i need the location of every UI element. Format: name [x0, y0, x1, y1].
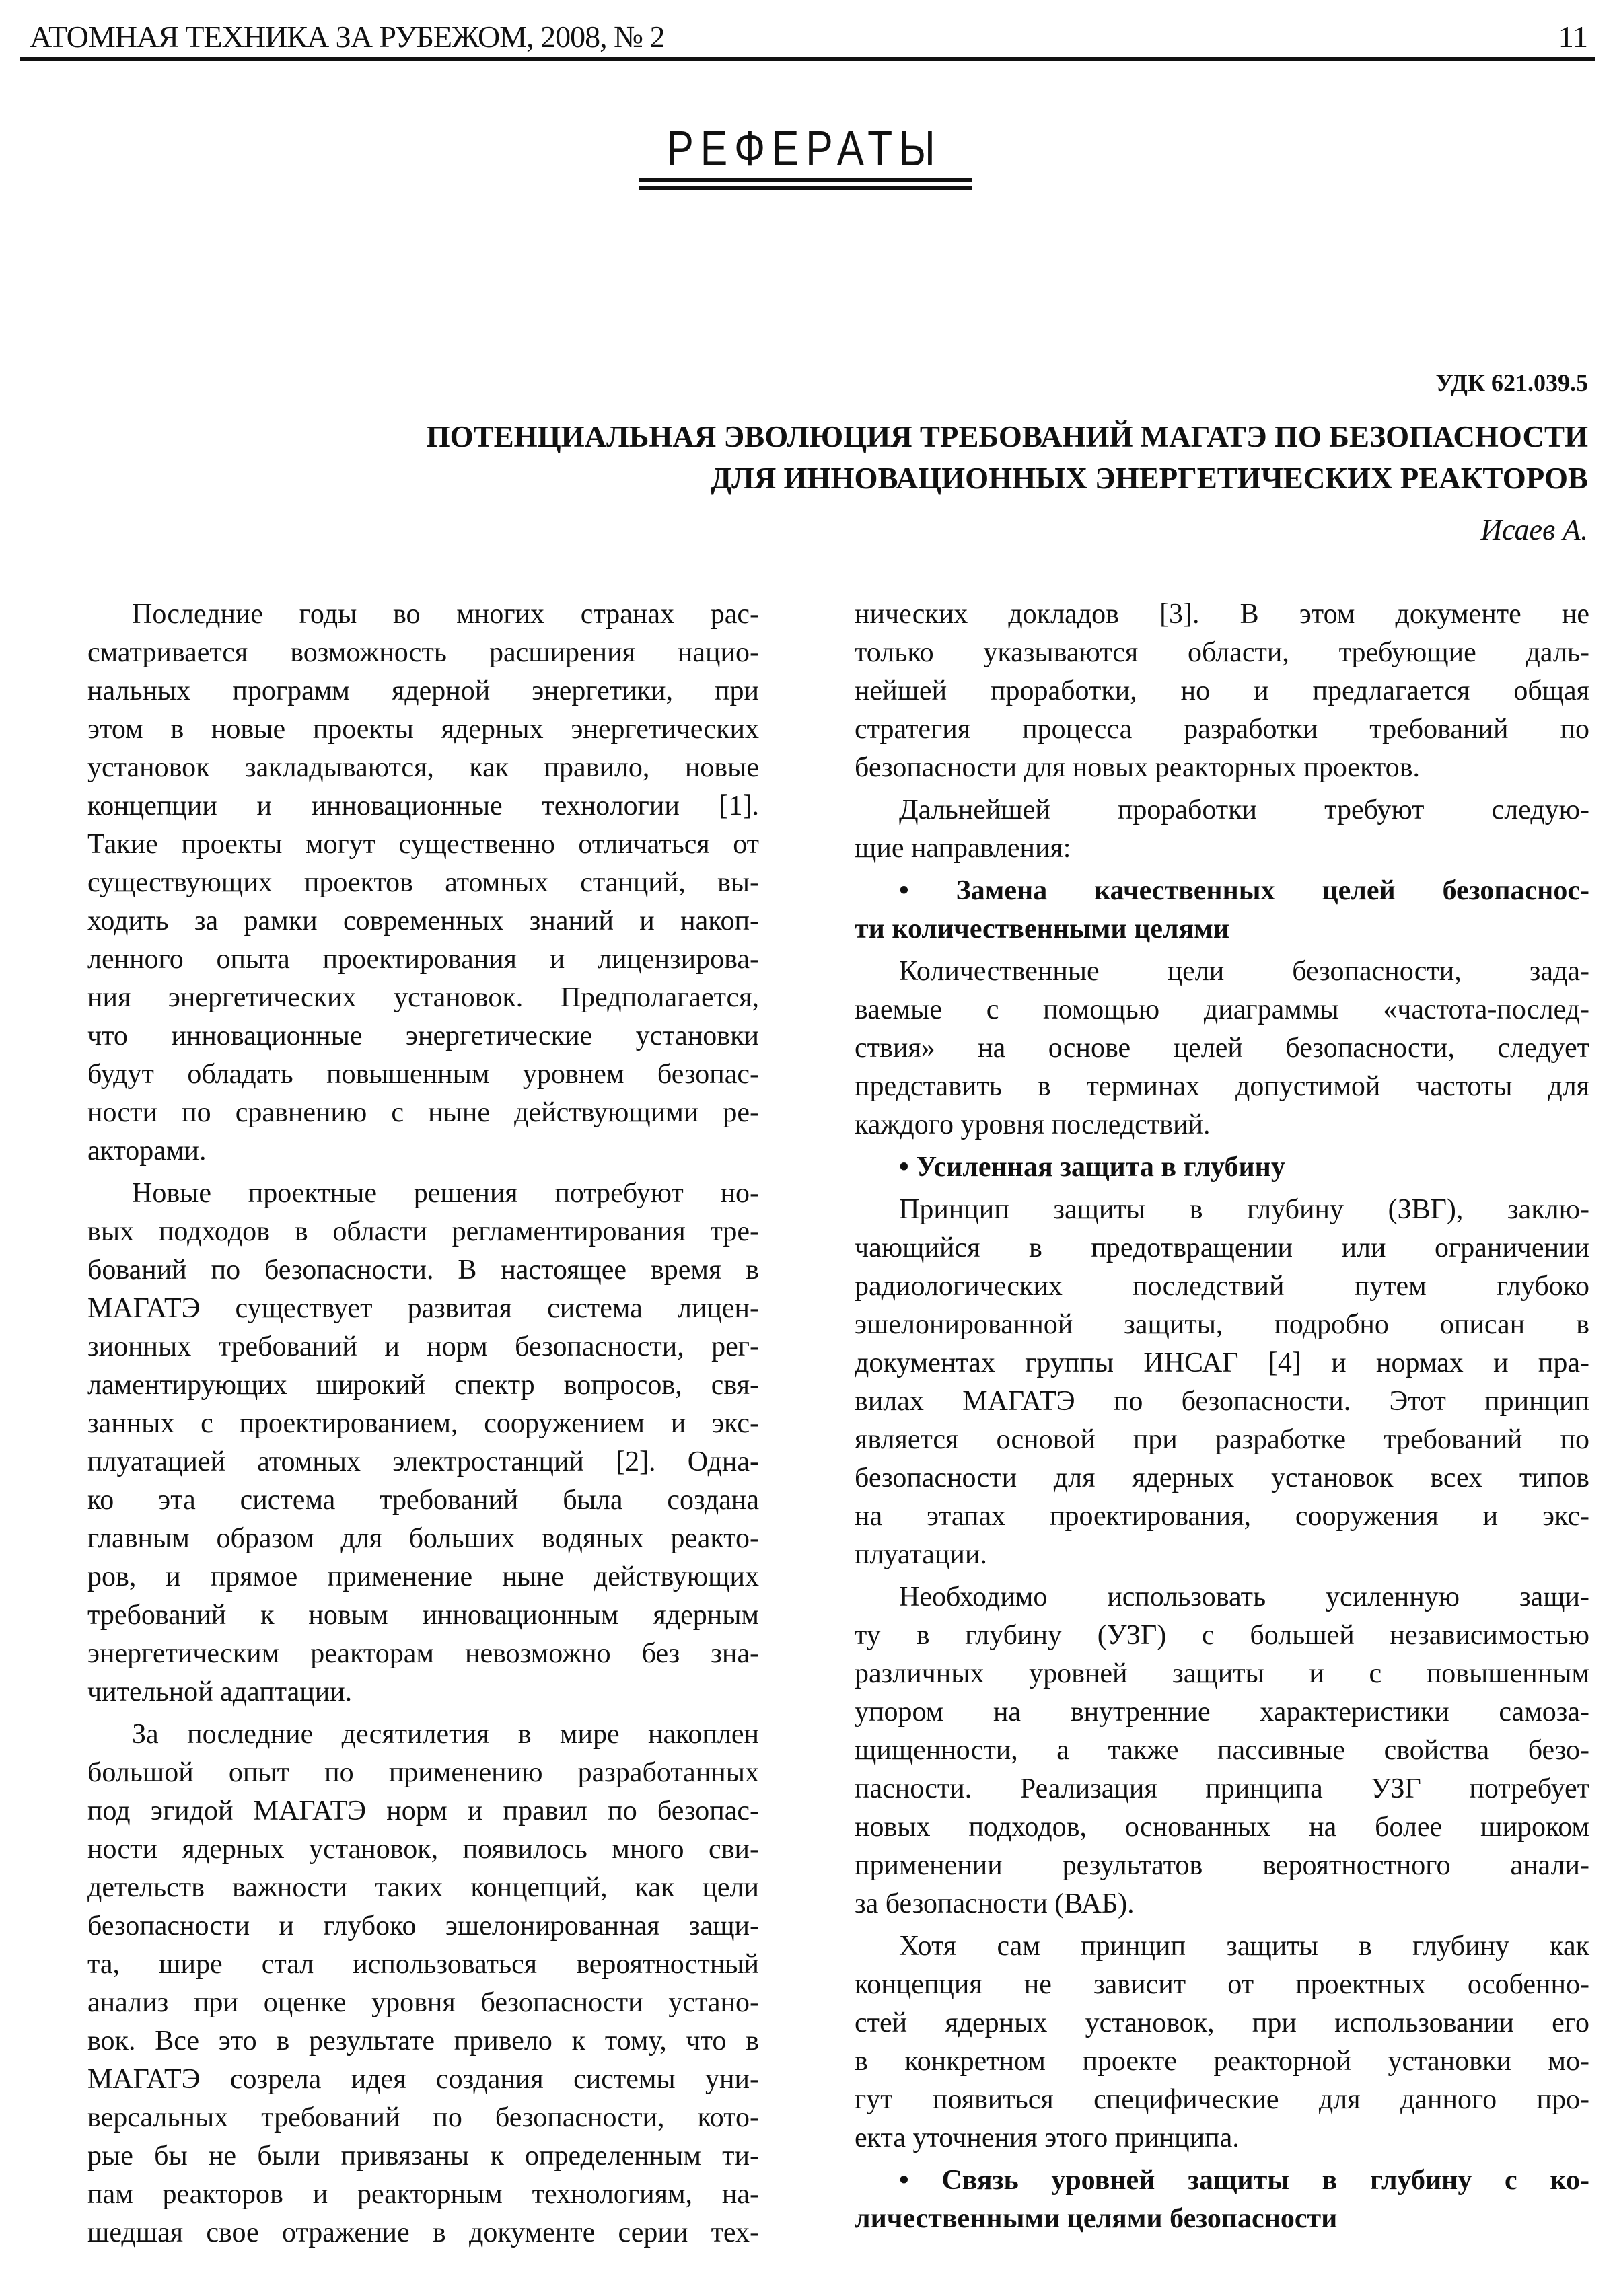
text-line: акторами. [87, 1136, 207, 1166]
text-line: ко эта система требований была создана [87, 1485, 759, 1516]
section-underline-bottom [639, 186, 972, 190]
text-line: нейшей проработки, но и предлагается общая [855, 675, 1589, 706]
text-line: плуатацией атомных электростанций [2]. Одна- [87, 1446, 759, 1477]
text-line: вилах МАГАТЭ по безопасности. Этот принцип [855, 1386, 1589, 1417]
running-header: АТОМНАЯ ТЕХНИКА ЗА РУБЕЖОМ, 2008, № 2 [30, 20, 665, 54]
article-author: Исаев А. [1480, 513, 1588, 546]
text-line: Новые проектные решения потребуют но- [132, 1178, 759, 1209]
text-line: представить в терминах допустимой частоты для [855, 1071, 1589, 1102]
text-line: ствия» на основе целей безопасности, следует [855, 1033, 1589, 1064]
paragraph [87, 595, 759, 1171]
text-line: Дальнейшей проработки требуют следую- [899, 794, 1589, 825]
text-line: существующих проектов атомных станций, вы- [87, 867, 759, 898]
udk-code: УДК 621.039.5 [1435, 369, 1588, 396]
text-line: детельств важности таких концепций, как цели [87, 1872, 759, 1903]
paragraph [855, 1191, 1589, 1574]
text-line: ния энергетических установок. Предполагается, [87, 982, 759, 1013]
text-line: ти количественными целями [855, 914, 1230, 945]
text-line: ламентирующих широкий спектр вопросов, свя- [87, 1370, 759, 1401]
text-line: документах группы ИНСАГ [4] и нормах и пра- [855, 1347, 1589, 1378]
text-line: екта уточнения этого принципа. [855, 2122, 1240, 2153]
text-line: рые бы не были привязаны к определенным ти- [87, 2141, 759, 2172]
text-line: будут обладать повышенным уровнем безопас- [87, 1059, 759, 1090]
text-line: Необходимо использовать усиленную защи- [899, 1582, 1589, 1613]
text-line: упором на внутренние характеристики самоза- [855, 1697, 1589, 1728]
text-line: на этапах проектирования, сооружения и экс- [855, 1501, 1589, 1532]
page-number: 11 [1558, 20, 1588, 54]
header-rule [20, 57, 1595, 61]
paragraph [855, 1927, 1589, 2157]
article-title-line: ПОТЕНЦИАЛЬНАЯ ЭВОЛЮЦИЯ ТРЕБОВАНИЙ МАГАТЭ ПО БЕЗОПАСНОСТИ [426, 420, 1588, 453]
text-line: в конкретном проекте реакторной установки мо- [855, 2046, 1589, 2077]
article-title-line: ДЛЯ ИННОВАЦИОННЫХ ЭНЕРГЕТИЧЕСКИХ РЕАКТОРОВ [711, 461, 1588, 495]
text-line: пам реакторов и реакторным технологиям, на- [87, 2179, 759, 2210]
text-line: этом в новые проекты ядерных энергетических [87, 714, 759, 745]
paragraph [855, 791, 1589, 868]
text-line: ходить за рамки современных знаний и накоп- [87, 905, 759, 936]
text-line: бований по безопасности. В настоящее время в [87, 1255, 759, 1286]
text-line: За последние десятилетия в мире накоплен [132, 1719, 759, 1750]
text-line: гут появиться специфические для данного про- [855, 2084, 1589, 2115]
text-line: каждого уровня последствий. [855, 1109, 1211, 1140]
text-line: стратегия процесса разработки требований по [855, 714, 1589, 745]
text-line: МАГАТЭ существует развитая система лицен- [87, 1293, 759, 1324]
text-line: эшелонированной защиты, подробно описан в [855, 1309, 1589, 1340]
text-line: является основой при разработке требований по [855, 1424, 1589, 1455]
text-line: различных уровней защиты и с повышенным [855, 1658, 1589, 1689]
text-line: Принцип защиты в глубину (ЗВГ), заклю- [899, 1194, 1589, 1225]
text-line: вых подходов в области регламентирования тре- [87, 1216, 759, 1247]
text-line: вок. Все это в результате привело к тому, что в [87, 2026, 759, 2057]
text-line: шедшая свое отражение в документе серии тех- [87, 2217, 759, 2248]
section-underline-top [639, 178, 972, 182]
text-line: анализ при оценке уровня безопасности устано- [87, 1987, 759, 2018]
text-line: занных с проектированием, сооружением и экс- [87, 1408, 759, 1439]
text-line: Количественные цели безопасности, зада- [899, 956, 1589, 987]
text-line: МАГАТЭ созрела идея создания системы уни- [87, 2064, 759, 2095]
text-line: безопасности и глубоко эшелонированная защи- [87, 1911, 759, 1941]
paragraph [87, 1715, 759, 2252]
text-line: личественными целями безопасности [855, 2203, 1338, 2234]
text-line: Хотя сам принцип защиты в глубину как [899, 1931, 1589, 1962]
text-line: сматривается возможность расширения нацио- [87, 637, 759, 668]
article-title [427, 416, 1588, 499]
text-line: щищенности, а также пассивные свойства безо- [855, 1735, 1589, 1766]
text-line: применении результатов вероятностного анали- [855, 1850, 1589, 1881]
text-line: нальных программ ядерной энергетики, при [87, 675, 759, 706]
text-line: версальных требований по безопасности, кото- [87, 2102, 759, 2133]
paragraph [87, 1175, 759, 1711]
text-line: новых подходов, основанных на более широком [855, 1812, 1589, 1843]
text-line: безопасности для новых реакторных проектов. [855, 752, 1420, 783]
text-line: ров, и прямое применение ныне действующих [87, 1561, 759, 1592]
text-line: плуатации. [855, 1539, 987, 1570]
text-line: что инновационные энергетические установки [87, 1021, 759, 1051]
text-line: за безопасности (ВАБ). [855, 1888, 1135, 1919]
text-line: • Усиленная защита в глубину [899, 1152, 1285, 1183]
text-line: • Замена качественных целей безопаснос- [899, 875, 1589, 906]
text-line: требований к новым инновационным ядерным [87, 1600, 759, 1631]
text-line: щие направления: [855, 833, 1071, 864]
text-line: только указываются области, требующие даль- [855, 637, 1589, 668]
subheading [855, 872, 1589, 949]
right-column [855, 595, 1589, 2242]
text-line: радиологических последствий путем глубоко [855, 1271, 1589, 1302]
text-line: чающийся в предотвращении или ограничении [855, 1232, 1589, 1263]
subheading [855, 2161, 1589, 2238]
text-line: ленного опыта проектирования и лицензирова- [87, 944, 759, 975]
text-line: • Связь уровней защиты в глубину с ко- [899, 2165, 1589, 2196]
text-line: стей ядерных установок, при использовании его [855, 2007, 1589, 2038]
text-line: ваемые с помощью диаграммы «частота-послед- [855, 994, 1589, 1025]
text-line: концепция не зависит от проектных особенно- [855, 1969, 1589, 2000]
text-line: безопасности для ядерных установок всех типов [855, 1462, 1589, 1493]
text-line: зионных требований и норм безопасности, рег- [87, 1331, 759, 1362]
paragraph [855, 1578, 1589, 1923]
text-line: ности ядерных установок, появилось много сви- [87, 1834, 759, 1865]
text-line: главным образом для больших водяных реакто- [87, 1523, 759, 1554]
text-line: та, шире стал использоваться вероятностный [87, 1949, 759, 1980]
left-column [87, 595, 759, 2256]
text-line: Такие проекты могут существенно отличаться от [87, 829, 759, 860]
section-title: РЕФЕРАТЫ [666, 120, 942, 176]
text-line: энергетическим реакторам невозможно без зна- [87, 1638, 759, 1669]
text-line: ности по сравнению с ныне действующими ре- [87, 1097, 759, 1128]
paragraph [855, 953, 1589, 1144]
text-line: установок закладываются, как правило, новые [87, 752, 759, 783]
text-line: чительной адаптации. [87, 1676, 353, 1707]
text-line: большой опыт по применению разработанных [87, 1757, 759, 1788]
text-line: Последние годы во многих странах рас- [132, 599, 759, 630]
text-line: под эгидой МАГАТЭ норм и правил по безопас- [87, 1795, 759, 1826]
text-line: нических докладов [3]. В этом документе не [855, 599, 1589, 630]
text-line: пасности. Реализация принципа УЗГ потребует [855, 1773, 1589, 1804]
text-line: концепции и инновационные технологии [1]. [87, 790, 759, 821]
text-line: ту в глубину (УЗГ) с большей независимостью [855, 1620, 1589, 1651]
paragraph [855, 595, 1589, 787]
subheading [855, 1148, 1589, 1187]
